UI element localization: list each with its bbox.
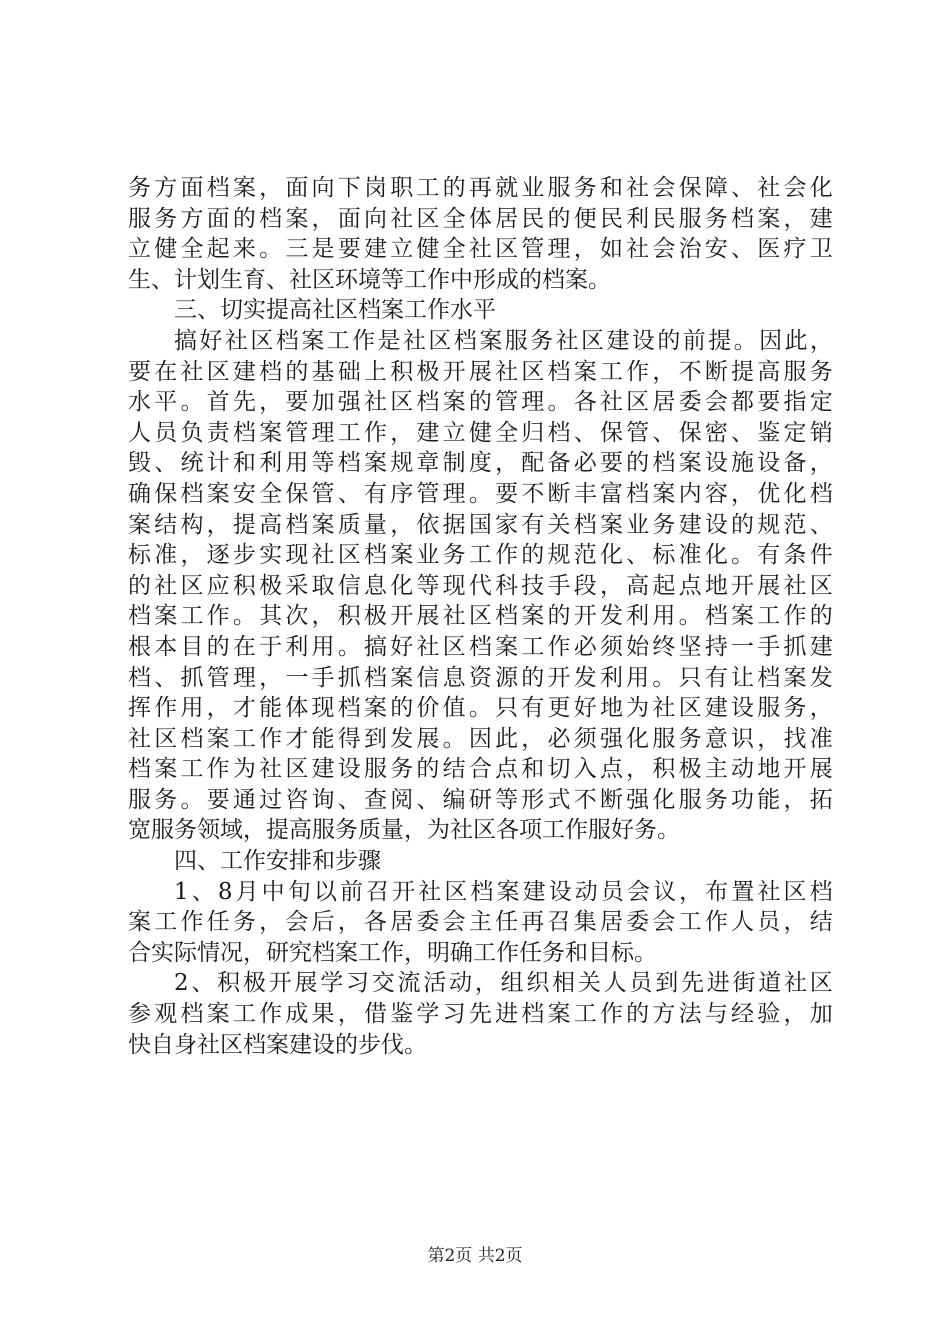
document-body <box>128 173 833 1060</box>
heading-text: 四、工作安排和步骤 <box>174 848 381 875</box>
paragraph <box>128 326 833 846</box>
text-line: 案 结 构 ， 提 高 档 案 质 量 ， 依 据 国 家 有 关 档 案 业 务 建 设 的 规 范 、 <box>128 511 833 538</box>
text-line: 标 准 ， 逐 步 实 现 社 区 档 案 业 务 工 作 的 规 范 化 、 标 准 化 。 有 条 件 <box>128 542 833 569</box>
section-heading <box>128 295 833 326</box>
page-number-label: 第2页 共2页 <box>427 1246 523 1266</box>
text-line: 档 案 工 作 为 社 区 建 设 服 务 的 结 合 点 和 切 入 点 ， 积 极 主 动 地 开 展 <box>128 756 833 783</box>
text-line: 要 在 社 区 建 档 的 基 础 上 积 极 开 展 社 区 档 案 工 作 ， 不 断 提 高 服 务 <box>128 358 833 385</box>
text-line: 服 务 。 要 通 过 咨 询 、 查 阅 、 编 研 等 形 式 不 断 强 化 服 务 功 能 ， 拓 <box>128 786 833 813</box>
text-line: 人 员 负 责 档 案 管 理 工 作 ， 建 立 健 全 归 档 、 保 管 、 保 密 、 鉴 定 销 <box>128 419 833 446</box>
text-line: 的 社 区 应 积 极 采 取 信 息 化 等 现 代 科 技 手 段 ， 高 起 点 地 开 展 社 区 <box>128 572 833 599</box>
section-heading <box>128 846 833 877</box>
page-footer <box>0 1244 950 1268</box>
text-line: 毁 、 统 计 和 利 用 等 档 案 规 章 制 度 ， 配 备 必 要 的 档 案 设 施 设 备 ， <box>128 450 833 477</box>
text-line: 社 区 档 案 工 作 才 能 得 到 发 展 。 因 此 ， 必 须 强 化 服 务 意 识 ， 找 准 <box>128 725 833 752</box>
text-line: 参 观 档 案 工 作 成 果 ， 借 鉴 学 习 先 进 档 案 工 作 的 方 法 与 经 验 ， 加 <box>128 1001 833 1028</box>
paragraph <box>128 968 833 1060</box>
text-line: 服 务 方 面 的 档 案 ， 面 向 社 区 全 体 居 民 的 便 民 利 民 服 务 档 案 ， 建 <box>128 205 833 232</box>
text-line: 挥 作 用 ， 才 能 体 现 档 案 的 价 值 。 只 有 更 好 地 为 社 区 建 设 服 务 ， <box>128 695 833 722</box>
text-line: 水 平 。 首 先 ， 要 加 强 社 区 档 案 的 管 理 。 各 社 区 居 委 会 都 要 指 定 <box>128 389 833 416</box>
text-line: 生、计划生育、社区环境等工作中形成的档案。 <box>128 266 611 293</box>
text-line: 2 、 积 极 开 展 学 习 交 流 活 动 ， 组 织 相 关 人 员 到 先 进 街 道 社 区 <box>174 970 833 997</box>
text-line: 合实际情况，研究档案工作，明确工作任务和目标。 <box>128 939 657 966</box>
paragraph <box>128 877 833 969</box>
paragraph <box>128 173 833 295</box>
text-line: 立 健 全 起 来 。 三 是 要 建 立 健 全 社 区 管 理 ， 如 社 会 治 安 、 医 疗 卫 <box>128 236 833 263</box>
text-line: 案 工 作 任 务 ， 会 后 ， 各 居 委 会 主 任 再 召 集 居 委 会 工 作 人 员 ， 结 <box>128 909 833 936</box>
text-line: 宽服务领域，提高服务质量，为社区各项工作服好务。 <box>128 817 680 844</box>
text-line: 搞 好 社 区 档 案 工 作 是 社 区 档 案 服 务 社 区 建 设 的 前 提 。 因 此 ， <box>174 327 833 354</box>
text-line: 务 方 面 档 案 ， 面 向 下 岗 职 工 的 再 就 业 服 务 和 社 会 保 障 、 社 会 化 <box>128 175 833 201</box>
text-line: 1 、 8 月 中 旬 以 前 召 开 社 区 档 案 建 设 动 员 会 议 ， 布 置 社 区 档 <box>174 878 833 905</box>
text-line: 快自身社区档案建设的步伐。 <box>128 1031 427 1058</box>
heading-text: 三、切实提高社区档案工作水平 <box>174 297 496 324</box>
text-line: 档 案 工 作 。 其 次 ， 积 极 开 展 社 区 档 案 的 开 发 利 用 。 档 案 工 作 的 <box>128 603 833 630</box>
text-line: 档 、 抓 管 理 ， 一 手 抓 档 案 信 息 资 源 的 开 发 利 用 。 只 有 让 档 案 发 <box>128 664 833 691</box>
text-line: 根 本 目 的 在 于 利 用 。 搞 好 社 区 档 案 工 作 必 须 始 终 坚 持 一 手 抓 建 <box>128 633 833 660</box>
text-line: 确 保 档 案 安 全 保 管 、 有 序 管 理 。 要 不 断 丰 富 档 案 内 容 ， 优 化 档 <box>128 480 833 507</box>
